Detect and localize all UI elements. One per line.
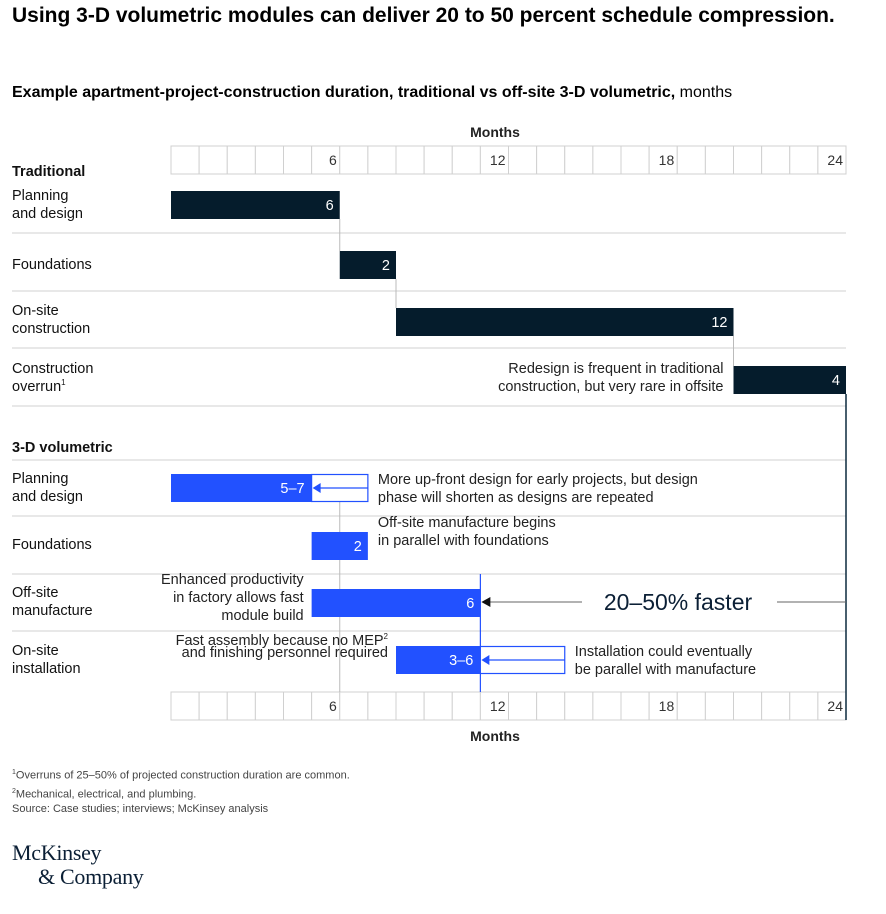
footnote-1	[12, 765, 350, 784]
axis-cell-top	[227, 146, 255, 174]
axis-cell-bottom	[537, 692, 565, 720]
axis-cell-top	[284, 146, 312, 174]
tick-label-bottom: 6	[328, 698, 337, 714]
row-label-volumetric: Foundations	[12, 537, 92, 553]
row-note-left: Fast assembly because no MEP$^2$ and finishing personnel required	[175, 632, 388, 661]
axis-cell-bottom	[677, 692, 705, 720]
bar-value-label: 2	[381, 258, 390, 274]
row-label-volumetric: On-site installation	[12, 643, 81, 677]
axis-label-top: Months	[470, 124, 520, 140]
row-note-left: Enhanced productivity in factory allows fast module build	[160, 572, 304, 624]
subtitle-unit: months	[679, 84, 733, 101]
footnote-2	[12, 784, 350, 803]
axis-cell-top	[705, 146, 733, 174]
axis-cell-bottom	[171, 692, 199, 720]
axis-cell-bottom	[368, 692, 396, 720]
bar-traditional	[734, 366, 847, 394]
bar-traditional	[396, 308, 734, 336]
group-header-traditional: Traditional	[12, 164, 86, 180]
axis-cell-top	[396, 146, 424, 174]
footnote-2-text: Mechanical, electrical, and plumbing.	[15, 788, 197, 801]
source-text: Source: Case studies; interviews; McKinsey analysis	[12, 803, 269, 816]
bar-value-label: 12	[711, 315, 728, 331]
bar-value-label: 5–7	[280, 481, 305, 497]
axis-cell-bottom	[705, 692, 733, 720]
row-label-traditional: Foundations	[12, 257, 92, 273]
axis-cell-bottom	[621, 692, 649, 720]
annotation-arrow-head	[481, 597, 490, 607]
row-note: More up-front design for early projects, but design phase will shorten as designs are repeated	[377, 472, 698, 506]
axis-cell-top	[565, 146, 593, 174]
tick-label-bottom: 24	[827, 698, 843, 714]
axis-cell-top	[621, 146, 649, 174]
logo-line-1: McKinsey	[12, 840, 102, 865]
axis-cell-top	[368, 146, 396, 174]
subtitle-text: Example apartment-project-construction duration, traditional vs off-site 3-D volumetric,	[12, 84, 676, 101]
axis-cell-bottom	[734, 692, 762, 720]
tick-label-top: 6	[328, 152, 337, 168]
axis-cell-top	[734, 146, 762, 174]
tick-label-top: 12	[489, 152, 506, 168]
bar-value-label: 4	[831, 373, 840, 389]
axis-cell-bottom	[509, 692, 537, 720]
axis-cell-bottom	[452, 692, 480, 720]
axis-cell-top	[255, 146, 283, 174]
axis-cell-top	[452, 146, 480, 174]
axis-cell-bottom	[424, 692, 452, 720]
axis-cell-bottom	[340, 692, 368, 720]
axis-cell-bottom	[790, 692, 818, 720]
axis-cell-bottom	[593, 692, 621, 720]
axis-cell-top	[790, 146, 818, 174]
row-note: Off-site manufacture begins in parallel with foundations	[377, 515, 556, 549]
axis-cell-top	[340, 146, 368, 174]
footnote-1-marker: 1	[12, 769, 16, 776]
bar-value-label: 6	[325, 198, 334, 214]
axis-cell-top	[677, 146, 705, 174]
axis-cell-bottom	[284, 692, 312, 720]
axis-cell-top	[593, 146, 621, 174]
axis-cell-top	[537, 146, 565, 174]
group-header-volumetric: 3-D volumetric	[12, 440, 113, 456]
tick-label-bottom: 18	[658, 698, 675, 714]
axis-cell-top	[424, 146, 452, 174]
axis-cell-bottom	[565, 692, 593, 720]
axis-cell-top	[171, 146, 199, 174]
row-note: Redesign is frequent in traditional construction, but very rare in offsite	[498, 361, 724, 395]
row-label-volumetric: Off-site manufacture	[12, 585, 93, 619]
tick-label-top: 24	[827, 152, 843, 168]
bar-volumetric	[312, 589, 481, 617]
axis-cell-top	[199, 146, 227, 174]
row-label-volumetric: Planning and design	[12, 471, 83, 505]
axis-cell-top	[509, 146, 537, 174]
footnotes	[12, 765, 350, 817]
bar-traditional	[171, 191, 340, 219]
annotation-faster: 20–50% faster	[603, 589, 753, 615]
bar-value-label: 2	[353, 539, 362, 555]
chart-title: Using 3-D volumetric modules can deliver 20 to 50 percent schedule compression.	[12, 4, 835, 27]
mckinsey-logo	[12, 841, 143, 889]
axis-cell-bottom	[396, 692, 424, 720]
bar-value-label: 3–6	[449, 653, 474, 669]
row-label-traditional: Planning and design	[12, 188, 83, 222]
row-note: Installation could eventually be parallel with manufacture	[574, 644, 757, 678]
bar-value-label: 6	[466, 596, 475, 612]
gantt-chart	[0, 110, 886, 760]
row-label-traditional: On-site construction	[12, 303, 91, 337]
axis-label-bottom: Months	[470, 728, 520, 744]
axis-cell-bottom	[762, 692, 790, 720]
footnote-1-text: Overruns of 25–50% of projected construction duration are common.	[15, 769, 350, 782]
tick-label-top: 18	[658, 152, 675, 168]
axis-cell-bottom	[255, 692, 283, 720]
axis-cell-top	[762, 146, 790, 174]
chart-subtitle	[12, 84, 732, 102]
row-label-traditional: Construction overrun$^1$	[12, 361, 94, 395]
tick-label-bottom: 12	[489, 698, 506, 714]
axis-cell-bottom	[199, 692, 227, 720]
logo-line-2: & Company	[38, 864, 144, 889]
source-note	[12, 802, 350, 817]
axis-cell-bottom	[227, 692, 255, 720]
footnote-2-marker: 2	[12, 787, 16, 795]
